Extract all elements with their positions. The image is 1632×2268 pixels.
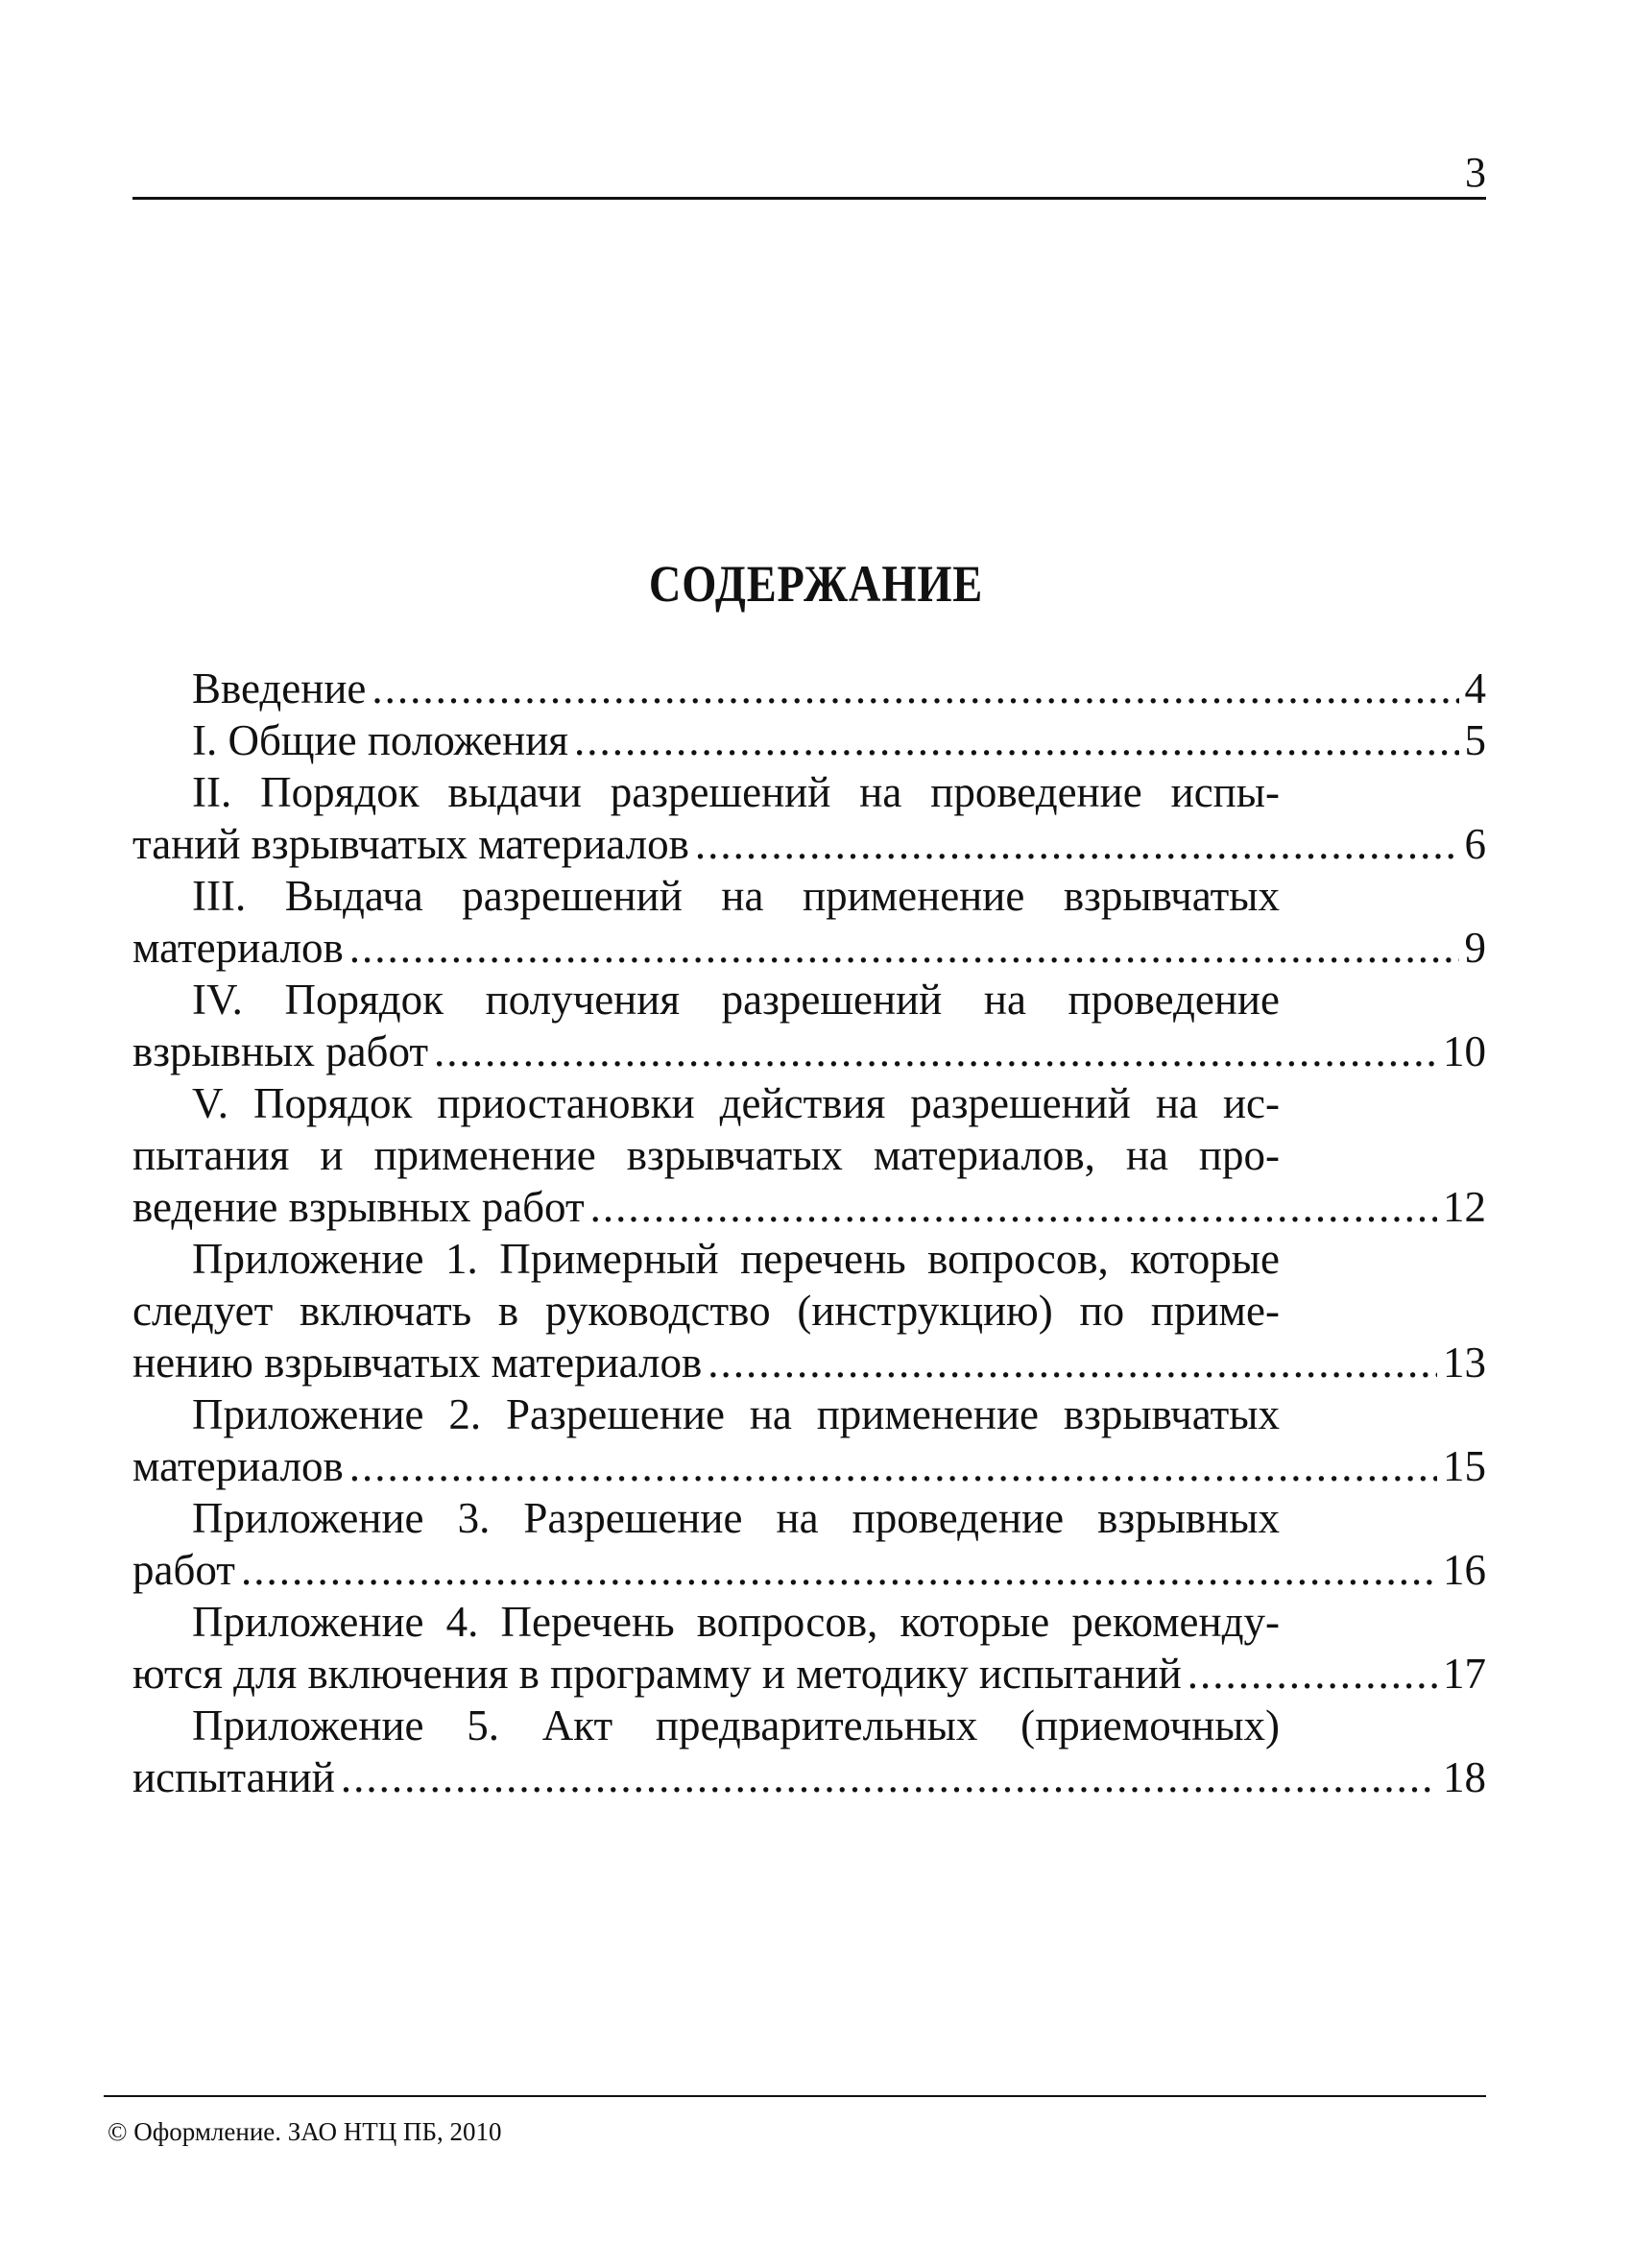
toc-page-number: 5 bbox=[1464, 716, 1486, 764]
toc-entry-text: IV. Порядок получения разрешений на проведение bbox=[192, 976, 1280, 1024]
toc-entry-text: Введение bbox=[192, 664, 367, 712]
toc-entry-text: III. Выдача разрешений на применение взрывчатых bbox=[192, 872, 1280, 920]
toc-entry-text: материалов bbox=[132, 1442, 344, 1490]
toc-entry-text: Приложение 1. Примерный перечень вопросов, которые bbox=[192, 1235, 1280, 1283]
toc-entry[interactable] bbox=[132, 714, 1486, 766]
toc-entry-text: нению взрывчатых материалов bbox=[132, 1339, 703, 1387]
toc-dot-leader bbox=[349, 922, 1459, 974]
toc-entry-text: I. Общие положения bbox=[192, 716, 568, 764]
toc-entry[interactable] bbox=[132, 663, 1486, 714]
toc-entry-line bbox=[132, 663, 1486, 714]
toc-page-number: 12 bbox=[1443, 1183, 1486, 1231]
footer-rule bbox=[104, 2095, 1486, 2097]
toc-entry[interactable] bbox=[132, 1492, 1486, 1596]
toc-dot-leader bbox=[241, 1544, 1437, 1596]
toc-page-number: 18 bbox=[1443, 1753, 1486, 1801]
toc-entry-text: ются для включения в программу и методику испытаний bbox=[132, 1650, 1182, 1698]
toc-page-number: 10 bbox=[1443, 1027, 1486, 1075]
toc-entry[interactable] bbox=[132, 1233, 1486, 1388]
toc-entry[interactable] bbox=[132, 1388, 1486, 1492]
toc-entry-line bbox=[132, 922, 1486, 974]
toc-entry-text: ведение взрывных работ bbox=[132, 1183, 585, 1231]
toc-entry-text: Приложение 4. Перечень вопросов, которые рекоменду- bbox=[192, 1598, 1280, 1646]
toc-entry[interactable] bbox=[132, 974, 1486, 1077]
header-rule bbox=[132, 197, 1486, 200]
toc-entry-text: материалов bbox=[132, 924, 344, 972]
toc-dot-leader bbox=[1188, 1648, 1437, 1700]
toc-page-number: 13 bbox=[1443, 1339, 1486, 1387]
toc-page-number: 17 bbox=[1443, 1650, 1486, 1698]
toc-entry[interactable] bbox=[132, 1596, 1486, 1700]
toc-entry-line bbox=[132, 1025, 1486, 1077]
toc-entry-text: Приложение 5. Акт предварительных (приемочных) bbox=[192, 1701, 1280, 1749]
toc-page-number: 15 bbox=[1443, 1442, 1486, 1490]
toc-entry-line bbox=[132, 1181, 1486, 1233]
toc-title: СОДЕРЖАНИЕ bbox=[648, 555, 984, 613]
toc-entry-text: следует включать в руководство (инструкцию) по приме- bbox=[132, 1287, 1280, 1335]
toc-entry-line bbox=[132, 1751, 1486, 1803]
toc-dot-leader bbox=[349, 1440, 1437, 1492]
toc-entry[interactable] bbox=[132, 766, 1486, 870]
toc-dot-leader bbox=[590, 1181, 1437, 1233]
toc-dot-leader bbox=[372, 663, 1458, 714]
toc-dot-leader bbox=[341, 1751, 1437, 1803]
toc-entry-line bbox=[132, 1440, 1486, 1492]
toc-entry-text: испытаний bbox=[132, 1753, 335, 1801]
toc-entry[interactable] bbox=[132, 870, 1486, 974]
toc-page-number: 4 bbox=[1464, 664, 1486, 712]
toc-dot-leader bbox=[434, 1025, 1437, 1077]
footer-copyright: © Оформление. ЗАО НТЦ ПБ, 2010 bbox=[108, 2117, 502, 2146]
toc-entry-line bbox=[132, 1544, 1486, 1596]
toc-entry-text: V. Порядок приостановки действия разрешений на ис- bbox=[192, 1079, 1280, 1127]
toc-entry-line bbox=[132, 714, 1486, 766]
toc-entry-line bbox=[132, 1648, 1486, 1700]
toc-entry-text: таний взрывчатых материалов bbox=[132, 820, 689, 868]
toc-page-number: 16 bbox=[1443, 1546, 1486, 1594]
toc-page-number: 9 bbox=[1464, 924, 1486, 972]
toc-entry-text: II. Порядок выдачи разрешений на проведение испы- bbox=[192, 768, 1280, 816]
toc-entry-text: Приложение 3. Разрешение на проведение взрывных bbox=[192, 1494, 1280, 1542]
toc-entry-line bbox=[132, 1337, 1486, 1388]
toc-dot-leader bbox=[708, 1337, 1437, 1388]
toc-entry-line bbox=[132, 818, 1486, 870]
toc-entry-text: взрывных работ bbox=[132, 1027, 429, 1075]
toc-entry-text: Приложение 2. Разрешение на применение взрывчатых bbox=[192, 1390, 1280, 1438]
toc-page-number: 6 bbox=[1464, 820, 1486, 868]
toc-dot-leader bbox=[574, 714, 1459, 766]
page-number: 3 bbox=[1465, 149, 1486, 196]
table-of-contents bbox=[132, 663, 1486, 1803]
toc-dot-leader bbox=[695, 818, 1459, 870]
toc-entry-text: работ bbox=[132, 1546, 235, 1594]
toc-entry-text: пытания и применение взрывчатых материалов, на про- bbox=[132, 1131, 1280, 1179]
toc-entry[interactable] bbox=[132, 1077, 1486, 1233]
toc-entry[interactable] bbox=[132, 1700, 1486, 1803]
